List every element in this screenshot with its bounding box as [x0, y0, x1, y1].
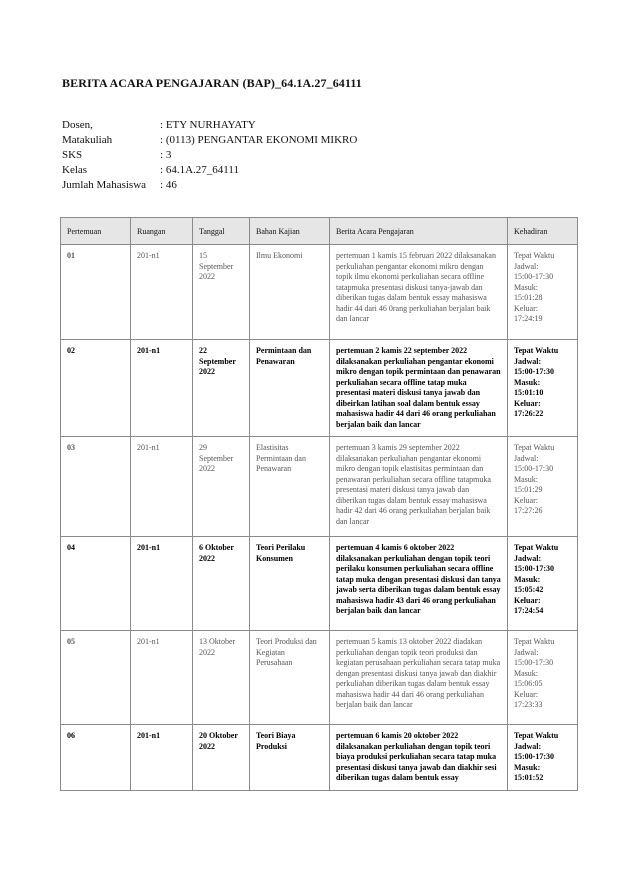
- cell-pertemuan: 04: [61, 537, 131, 631]
- cell-berita-acara: pertemuan 5 kamis 13 oktober 2022 diadakan perkuliahan dengan topik teori produksi dan kegiatan perusahaan perkuliahan secara tatap muka dengan presentasi diskusi tanya jawab dan diakhir perkuliahan diberikan tugas dalam bentuk essay mahasiswa hadir 44 dari 46 orang perkuliahan berjalan baik dan lancar: [330, 631, 508, 725]
- jadwal-label: Jadwal:: [514, 453, 539, 463]
- masuk-label: Masuk:: [514, 377, 541, 387]
- meta-value: 64.1A.27_64111: [165, 164, 239, 176]
- cell-ruangan: 201-n1: [131, 631, 193, 725]
- table-row: [61, 631, 578, 725]
- jadwal-label: Jadwal:: [514, 356, 542, 366]
- masuk-value: 15:01:28: [514, 293, 543, 302]
- table-row: [61, 340, 578, 437]
- cell-pertemuan: 05: [61, 631, 131, 725]
- cell-ruangan: 201-n1: [131, 245, 193, 340]
- bap-table: [60, 217, 578, 791]
- cell-pertemuan: 06: [61, 725, 131, 791]
- masuk-label: Masuk:: [514, 574, 541, 584]
- table-row: [61, 725, 578, 791]
- cell-berita-acara: pertemuan 2 kamis 22 september 2022 dilaksanakan perkuliahan pengantar ekonomi mikro dengan topik permintaan dan penawaran perkuliahan secara offline tatap muka presentasi materi diskusi tanya jawab dan dibeirkan latihan soal dalam bentuk essay mahasiswa hadir 44 dari 46 orang perkuliahan berjalan baik dan lancar: [330, 340, 508, 437]
- masuk-value: 15:05:42: [514, 585, 544, 594]
- cell-bahan-kajian: Teori Produksi dan Kegiatan Perusahaan: [250, 631, 330, 725]
- masuk-value: 15:01:29: [514, 485, 543, 494]
- meta-label: Kelas: [62, 164, 88, 176]
- meta-label: Jumlah Mahasiswa: [62, 179, 147, 191]
- status-text: Tepat Waktu: [514, 346, 559, 355]
- meta-label: Matakuliah: [62, 134, 113, 146]
- keluar-value: 17:24:54: [514, 606, 544, 615]
- cell-ruangan: 201-n1: [131, 340, 193, 437]
- keluar-label: Keluar:: [514, 495, 538, 505]
- cell-pertemuan: 03: [61, 437, 131, 537]
- masuk-value: 15:06:05: [514, 679, 543, 688]
- cell-berita-acara: pertemuan 3 kamis 29 september 2022 dilaksanakan perkuliahan pengantar ekonomi mikro dengan topik elastisitas permintaan dan penawaran perkuliahan secara offline tatapmuka presentasi materi diskusi tanya jawab dan diberikan tugas dalam bentuk essay mahasiswa hadir 42 dari 46 orang perkuliahan berjalan baik dan lancar: [330, 437, 508, 537]
- keluar-value: 17:27:26: [514, 506, 543, 515]
- status-text: Tepat Waktu: [514, 637, 555, 646]
- keluar-label: Keluar:: [514, 303, 538, 313]
- meta-value: ETY NURHAYATY: [165, 119, 256, 131]
- cell-tanggal: 29 September 2022: [193, 437, 250, 537]
- keluar-label: Keluar:: [514, 689, 538, 699]
- cell-bahan-kajian: Permintaan dan Penawaran: [250, 340, 330, 437]
- cell-kehadiran: [508, 437, 578, 537]
- jadwal-label: Jadwal:: [514, 741, 542, 751]
- masuk-value: 15:01:52: [514, 773, 544, 782]
- meta-value: (0113) PENGANTAR EKONOMI MIKRO: [165, 134, 358, 146]
- status-text: Tepat Waktu: [514, 731, 559, 740]
- jadwal-label: Jadwal:: [514, 647, 539, 657]
- masuk-label: Masuk:: [514, 282, 538, 292]
- meta-row-sks: SKS : 3: [62, 149, 172, 161]
- cell-bahan-kajian: Teori Biaya Produksi: [250, 725, 330, 791]
- header-berita-acara: Berita Acara Pengajaran: [330, 218, 508, 245]
- jadwal-label: Jadwal:: [514, 261, 539, 271]
- cell-pertemuan: 01: [61, 245, 131, 340]
- table-row: [61, 537, 578, 631]
- cell-berita-acara: pertemuan 1 kamis 15 februari 2022 dilaksanakan perkuliahan pengantar ekonomi mikro dengan topik ilmu ekonomi perkuliahan secara offline tatapmuka presentasi diskusi tanya-jawab dan diberikan tugas dalam bentuk essay mahasiswa hadir 44 dari 46 0rang perkuliahan berjalan baik dan lancar: [330, 245, 508, 340]
- cell-tanggal: 22 September 2022: [193, 340, 250, 437]
- meta-label: Dosen,: [62, 119, 93, 131]
- cell-ruangan: 201-n1: [131, 537, 193, 631]
- masuk-label: Masuk:: [514, 668, 538, 678]
- jadwal-value: 15:00-17:30: [514, 658, 554, 667]
- cell-berita-acara: pertemuan 6 kamis 20 oktober 2022 dilaksanakan perkuliahan dengan topik teori biaya produksi perkuliahan secara tatap muka presentasi diskusi tanya jawab dan diakhir sesi diberikan tugas dalam bentuk essay: [330, 725, 508, 791]
- meta-row-matakuliah: Matakuliah : (0113) PENGANTAR EKONOMI MIKRO: [62, 134, 358, 146]
- cell-ruangan: 201-n1: [131, 437, 193, 537]
- status-text: Tepat Waktu: [514, 543, 559, 552]
- cell-ruangan: 201-n1: [131, 725, 193, 791]
- cell-bahan-kajian: Ilmu Ekonomi: [250, 245, 330, 340]
- cell-berita-acara: pertemuan 4 kamis 6 oktober 2022 dilaksanakan perkuliahan dengan topik teori perilaku konsumen perkuliahan secara offline tatap muka dengan presentasi diskusi dan tanya jawab serta diberikan tugas dalam bentuk essay mahasiswa hadir 43 dari 46 orang perkuliahan berjalan baik dan lancar: [330, 537, 508, 631]
- jadwal-value: 15:00-17:30: [514, 464, 554, 473]
- cell-tanggal: 13 Oktober 2022: [193, 631, 250, 725]
- table-row: [61, 437, 578, 537]
- header-ruangan: Ruangan: [131, 218, 193, 245]
- jadwal-label: Jadwal:: [514, 553, 542, 563]
- cell-tanggal: 15 September 2022: [193, 245, 250, 340]
- masuk-label: Masuk:: [514, 474, 538, 484]
- cell-kehadiran: [508, 245, 578, 340]
- jadwal-value: 15:00-17:30: [514, 564, 554, 573]
- cell-kehadiran: [508, 340, 578, 437]
- meta-value: 3: [165, 149, 172, 161]
- table-row: [61, 245, 578, 340]
- meta-row-kelas: Kelas : 64.1A.27_64111: [62, 164, 239, 176]
- cell-kehadiran: [508, 725, 578, 791]
- cell-kehadiran: [508, 537, 578, 631]
- meta-label: SKS: [62, 149, 83, 161]
- cell-pertemuan: 02: [61, 340, 131, 437]
- jadwal-value: 15:00-17:30: [514, 752, 554, 761]
- header-kehadiran: Kehadiran: [508, 218, 578, 245]
- masuk-label: Masuk:: [514, 762, 541, 772]
- keluar-value: 17:24:19: [514, 314, 543, 323]
- cell-bahan-kajian: Elastisitas Permintaan dan Penawaran: [250, 437, 330, 537]
- keluar-value: 17:23:33: [514, 700, 543, 709]
- header-tanggal: Tanggal: [193, 218, 250, 245]
- keluar-label: Keluar:: [514, 595, 541, 605]
- status-text: Tepat Waktu: [514, 443, 555, 452]
- meta-row-dosen: Dosen, : ETY NURHAYATY: [62, 119, 256, 131]
- cell-bahan-kajian: Teori Perilaku Konsumen: [250, 537, 330, 631]
- header-bahan-kajian: Bahan Kajian: [250, 218, 330, 245]
- status-text: Tepat Waktu: [514, 251, 555, 260]
- course-info: [62, 118, 357, 193]
- masuk-value: 15:01:10: [514, 388, 544, 397]
- meta-row-jumlah-mahasiswa: Jumlah Mahasiswa : 46: [62, 179, 177, 191]
- cell-tanggal: 20 Oktober 2022: [193, 725, 250, 791]
- keluar-label: Keluar:: [514, 398, 541, 408]
- cell-kehadiran: [508, 631, 578, 725]
- cell-tanggal: 6 Oktober 2022: [193, 537, 250, 631]
- header-pertemuan: Pertemuan: [61, 218, 131, 245]
- keluar-value: 17:26:22: [514, 409, 544, 418]
- meta-value: 46: [165, 179, 177, 191]
- jadwal-value: 15:00-17:30: [514, 367, 554, 376]
- jadwal-value: 15:00-17:30: [514, 272, 554, 281]
- table-header-row: [61, 218, 578, 245]
- document-title: BERITA ACARA PENGAJARAN (BAP)_64.1A.27_64111: [62, 76, 362, 90]
